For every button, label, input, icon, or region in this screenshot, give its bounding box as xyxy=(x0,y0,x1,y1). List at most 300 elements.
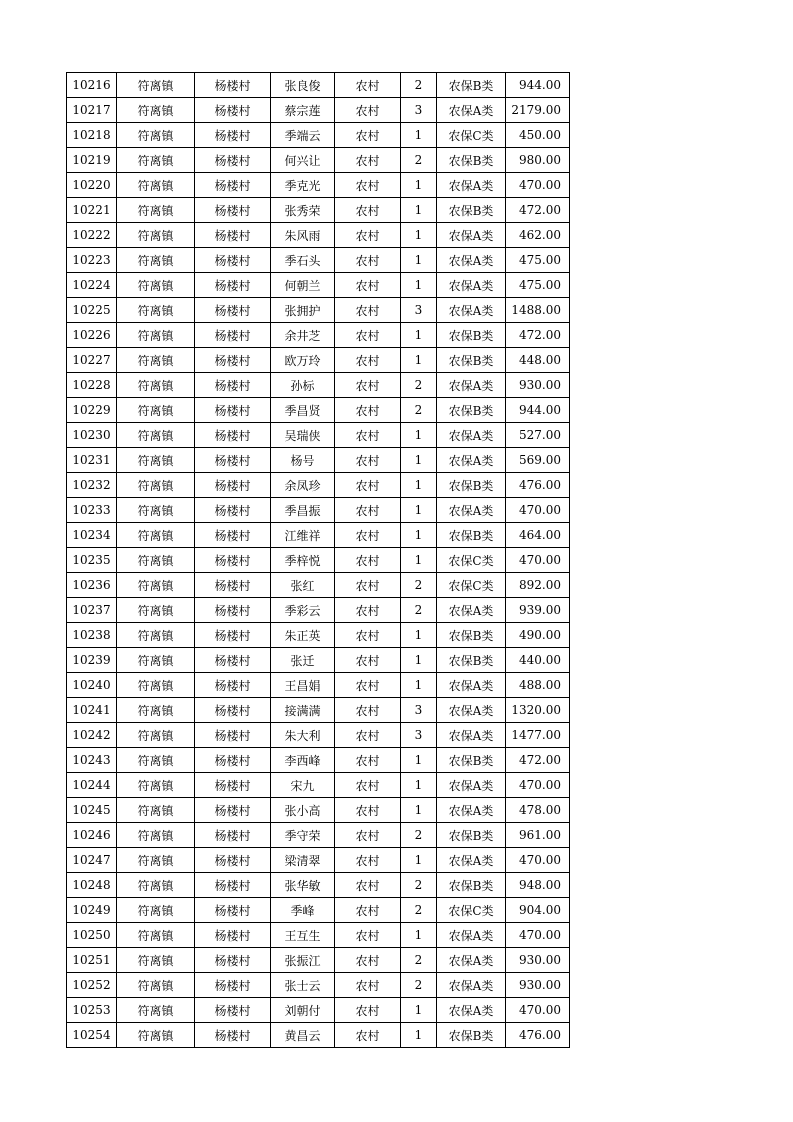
id-cell: 10240 xyxy=(67,673,117,698)
name-cell: 季梓悦 xyxy=(271,548,335,573)
count-cell: 2 xyxy=(401,948,437,973)
town-cell: 符离镇 xyxy=(117,148,195,173)
type-cell: 农村 xyxy=(335,923,401,948)
amount-cell: 930.00 xyxy=(506,373,570,398)
name-cell: 蔡宗莲 xyxy=(271,98,335,123)
count-cell: 1 xyxy=(401,623,437,648)
name-cell: 接满满 xyxy=(271,698,335,723)
village-cell: 杨楼村 xyxy=(195,1023,271,1048)
town-cell: 符离镇 xyxy=(117,348,195,373)
type-cell: 农村 xyxy=(335,148,401,173)
category-cell: 农保A类 xyxy=(437,973,506,998)
type-cell: 农村 xyxy=(335,473,401,498)
name-cell: 王昌娟 xyxy=(271,673,335,698)
count-cell: 1 xyxy=(401,348,437,373)
count-cell: 1 xyxy=(401,198,437,223)
town-cell: 符离镇 xyxy=(117,523,195,548)
amount-cell: 476.00 xyxy=(506,473,570,498)
amount-cell: 478.00 xyxy=(506,798,570,823)
town-cell: 符离镇 xyxy=(117,998,195,1023)
id-cell: 10253 xyxy=(67,998,117,1023)
id-cell: 10226 xyxy=(67,323,117,348)
table-row xyxy=(67,448,570,473)
village-cell: 杨楼村 xyxy=(195,598,271,623)
category-cell: 农保B类 xyxy=(437,523,506,548)
village-cell: 杨楼村 xyxy=(195,723,271,748)
table-row xyxy=(67,573,570,598)
count-cell: 2 xyxy=(401,898,437,923)
town-cell: 符离镇 xyxy=(117,123,195,148)
table-row xyxy=(67,823,570,848)
category-cell: 农保B类 xyxy=(437,748,506,773)
name-cell: 梁清翠 xyxy=(271,848,335,873)
amount-cell: 892.00 xyxy=(506,573,570,598)
table-row xyxy=(67,873,570,898)
type-cell: 农村 xyxy=(335,123,401,148)
count-cell: 1 xyxy=(401,998,437,1023)
town-cell: 符离镇 xyxy=(117,848,195,873)
id-cell: 10236 xyxy=(67,573,117,598)
name-cell: 张良俊 xyxy=(271,73,335,98)
table-row xyxy=(67,173,570,198)
category-cell: 农保C类 xyxy=(437,573,506,598)
id-cell: 10245 xyxy=(67,798,117,823)
town-cell: 符离镇 xyxy=(117,323,195,348)
table-body xyxy=(67,73,570,1048)
type-cell: 农村 xyxy=(335,448,401,473)
type-cell: 农村 xyxy=(335,198,401,223)
amount-cell: 470.00 xyxy=(506,773,570,798)
name-cell: 何兴让 xyxy=(271,148,335,173)
id-cell: 10222 xyxy=(67,223,117,248)
count-cell: 2 xyxy=(401,73,437,98)
name-cell: 张小高 xyxy=(271,798,335,823)
id-cell: 10216 xyxy=(67,73,117,98)
id-cell: 10234 xyxy=(67,523,117,548)
table-row xyxy=(67,298,570,323)
town-cell: 符离镇 xyxy=(117,698,195,723)
village-cell: 杨楼村 xyxy=(195,448,271,473)
village-cell: 杨楼村 xyxy=(195,423,271,448)
type-cell: 农村 xyxy=(335,348,401,373)
category-cell: 农保B类 xyxy=(437,198,506,223)
name-cell: 黄昌云 xyxy=(271,1023,335,1048)
town-cell: 符离镇 xyxy=(117,823,195,848)
type-cell: 农村 xyxy=(335,973,401,998)
type-cell: 农村 xyxy=(335,248,401,273)
village-cell: 杨楼村 xyxy=(195,298,271,323)
type-cell: 农村 xyxy=(335,98,401,123)
town-cell: 符离镇 xyxy=(117,448,195,473)
count-cell: 3 xyxy=(401,298,437,323)
village-cell: 杨楼村 xyxy=(195,248,271,273)
name-cell: 季峰 xyxy=(271,898,335,923)
village-cell: 杨楼村 xyxy=(195,273,271,298)
category-cell: 农保A类 xyxy=(437,248,506,273)
count-cell: 3 xyxy=(401,723,437,748)
id-cell: 10247 xyxy=(67,848,117,873)
table-row xyxy=(67,948,570,973)
type-cell: 农村 xyxy=(335,373,401,398)
name-cell: 余凤珍 xyxy=(271,473,335,498)
amount-cell: 1320.00 xyxy=(506,698,570,723)
count-cell: 2 xyxy=(401,398,437,423)
village-cell: 杨楼村 xyxy=(195,873,271,898)
category-cell: 农保B类 xyxy=(437,348,506,373)
category-cell: 农保A类 xyxy=(437,773,506,798)
name-cell: 何朝兰 xyxy=(271,273,335,298)
count-cell: 3 xyxy=(401,98,437,123)
id-cell: 10241 xyxy=(67,698,117,723)
count-cell: 2 xyxy=(401,598,437,623)
name-cell: 刘朝付 xyxy=(271,998,335,1023)
amount-cell: 1488.00 xyxy=(506,298,570,323)
amount-cell: 475.00 xyxy=(506,248,570,273)
village-cell: 杨楼村 xyxy=(195,223,271,248)
name-cell: 吴瑞侠 xyxy=(271,423,335,448)
name-cell: 季石头 xyxy=(271,248,335,273)
name-cell: 张秀荣 xyxy=(271,198,335,223)
type-cell: 农村 xyxy=(335,648,401,673)
id-cell: 10228 xyxy=(67,373,117,398)
table-row xyxy=(67,548,570,573)
category-cell: 农保A类 xyxy=(437,298,506,323)
village-cell: 杨楼村 xyxy=(195,898,271,923)
town-cell: 符离镇 xyxy=(117,1023,195,1048)
table-row xyxy=(67,123,570,148)
town-cell: 符离镇 xyxy=(117,248,195,273)
type-cell: 农村 xyxy=(335,273,401,298)
category-cell: 农保B类 xyxy=(437,73,506,98)
town-cell: 符离镇 xyxy=(117,498,195,523)
id-cell: 10220 xyxy=(67,173,117,198)
type-cell: 农村 xyxy=(335,948,401,973)
amount-cell: 470.00 xyxy=(506,173,570,198)
village-cell: 杨楼村 xyxy=(195,948,271,973)
amount-cell: 470.00 xyxy=(506,498,570,523)
amount-cell: 980.00 xyxy=(506,148,570,173)
village-cell: 杨楼村 xyxy=(195,398,271,423)
table-row xyxy=(67,698,570,723)
village-cell: 杨楼村 xyxy=(195,98,271,123)
town-cell: 符离镇 xyxy=(117,398,195,423)
amount-cell: 944.00 xyxy=(506,73,570,98)
count-cell: 1 xyxy=(401,173,437,198)
amount-cell: 470.00 xyxy=(506,923,570,948)
name-cell: 季克光 xyxy=(271,173,335,198)
name-cell: 王互生 xyxy=(271,923,335,948)
data-table xyxy=(66,72,570,1048)
table-row xyxy=(67,748,570,773)
type-cell: 农村 xyxy=(335,523,401,548)
village-cell: 杨楼村 xyxy=(195,798,271,823)
name-cell: 季守荣 xyxy=(271,823,335,848)
table-row xyxy=(67,223,570,248)
type-cell: 农村 xyxy=(335,498,401,523)
village-cell: 杨楼村 xyxy=(195,748,271,773)
amount-cell: 930.00 xyxy=(506,948,570,973)
id-cell: 10242 xyxy=(67,723,117,748)
amount-cell: 948.00 xyxy=(506,873,570,898)
village-cell: 杨楼村 xyxy=(195,198,271,223)
type-cell: 农村 xyxy=(335,898,401,923)
category-cell: 农保A类 xyxy=(437,98,506,123)
id-cell: 10233 xyxy=(67,498,117,523)
amount-cell: 448.00 xyxy=(506,348,570,373)
category-cell: 农保B类 xyxy=(437,148,506,173)
category-cell: 农保A类 xyxy=(437,223,506,248)
town-cell: 符离镇 xyxy=(117,898,195,923)
amount-cell: 904.00 xyxy=(506,898,570,923)
village-cell: 杨楼村 xyxy=(195,973,271,998)
town-cell: 符离镇 xyxy=(117,573,195,598)
town-cell: 符离镇 xyxy=(117,198,195,223)
table-row xyxy=(67,923,570,948)
id-cell: 10254 xyxy=(67,1023,117,1048)
town-cell: 符离镇 xyxy=(117,948,195,973)
count-cell: 1 xyxy=(401,123,437,148)
category-cell: 农保B类 xyxy=(437,873,506,898)
name-cell: 朱风雨 xyxy=(271,223,335,248)
id-cell: 10243 xyxy=(67,748,117,773)
amount-cell: 470.00 xyxy=(506,848,570,873)
table-row xyxy=(67,273,570,298)
count-cell: 1 xyxy=(401,748,437,773)
category-cell: 农保A类 xyxy=(437,723,506,748)
category-cell: 农保A类 xyxy=(437,498,506,523)
category-cell: 农保B类 xyxy=(437,648,506,673)
type-cell: 农村 xyxy=(335,423,401,448)
town-cell: 符离镇 xyxy=(117,773,195,798)
table-row xyxy=(67,673,570,698)
village-cell: 杨楼村 xyxy=(195,548,271,573)
table-row xyxy=(67,723,570,748)
count-cell: 1 xyxy=(401,248,437,273)
id-cell: 10232 xyxy=(67,473,117,498)
name-cell: 朱正英 xyxy=(271,623,335,648)
type-cell: 农村 xyxy=(335,298,401,323)
table-row xyxy=(67,598,570,623)
type-cell: 农村 xyxy=(335,998,401,1023)
category-cell: 农保B类 xyxy=(437,473,506,498)
count-cell: 1 xyxy=(401,648,437,673)
id-cell: 10249 xyxy=(67,898,117,923)
amount-cell: 450.00 xyxy=(506,123,570,148)
town-cell: 符离镇 xyxy=(117,873,195,898)
count-cell: 2 xyxy=(401,573,437,598)
amount-cell: 944.00 xyxy=(506,398,570,423)
category-cell: 农保C类 xyxy=(437,123,506,148)
table-row xyxy=(67,98,570,123)
amount-cell: 930.00 xyxy=(506,973,570,998)
id-cell: 10248 xyxy=(67,873,117,898)
count-cell: 1 xyxy=(401,448,437,473)
id-cell: 10224 xyxy=(67,273,117,298)
amount-cell: 475.00 xyxy=(506,273,570,298)
amount-cell: 472.00 xyxy=(506,323,570,348)
town-cell: 符离镇 xyxy=(117,98,195,123)
amount-cell: 2179.00 xyxy=(506,98,570,123)
amount-cell: 462.00 xyxy=(506,223,570,248)
count-cell: 1 xyxy=(401,423,437,448)
village-cell: 杨楼村 xyxy=(195,173,271,198)
type-cell: 农村 xyxy=(335,698,401,723)
amount-cell: 464.00 xyxy=(506,523,570,548)
village-cell: 杨楼村 xyxy=(195,998,271,1023)
table-row xyxy=(67,1023,570,1048)
id-cell: 10231 xyxy=(67,448,117,473)
id-cell: 10246 xyxy=(67,823,117,848)
table-row xyxy=(67,648,570,673)
name-cell: 孙标 xyxy=(271,373,335,398)
type-cell: 农村 xyxy=(335,748,401,773)
village-cell: 杨楼村 xyxy=(195,348,271,373)
type-cell: 农村 xyxy=(335,773,401,798)
table-row xyxy=(67,423,570,448)
name-cell: 宋九 xyxy=(271,773,335,798)
category-cell: 农保A类 xyxy=(437,373,506,398)
id-cell: 10217 xyxy=(67,98,117,123)
town-cell: 符离镇 xyxy=(117,973,195,998)
table-row xyxy=(67,148,570,173)
village-cell: 杨楼村 xyxy=(195,573,271,598)
type-cell: 农村 xyxy=(335,73,401,98)
category-cell: 农保A类 xyxy=(437,423,506,448)
id-cell: 10250 xyxy=(67,923,117,948)
count-cell: 1 xyxy=(401,673,437,698)
town-cell: 符离镇 xyxy=(117,723,195,748)
village-cell: 杨楼村 xyxy=(195,823,271,848)
id-cell: 10238 xyxy=(67,623,117,648)
category-cell: 农保B类 xyxy=(437,323,506,348)
count-cell: 1 xyxy=(401,498,437,523)
table-row xyxy=(67,898,570,923)
type-cell: 农村 xyxy=(335,323,401,348)
table-row xyxy=(67,498,570,523)
id-cell: 10218 xyxy=(67,123,117,148)
table-row xyxy=(67,973,570,998)
town-cell: 符离镇 xyxy=(117,373,195,398)
table-row xyxy=(67,473,570,498)
type-cell: 农村 xyxy=(335,573,401,598)
name-cell: 季端云 xyxy=(271,123,335,148)
count-cell: 1 xyxy=(401,273,437,298)
id-cell: 10227 xyxy=(67,348,117,373)
type-cell: 农村 xyxy=(335,873,401,898)
count-cell: 2 xyxy=(401,873,437,898)
name-cell: 张士云 xyxy=(271,973,335,998)
table-row xyxy=(67,248,570,273)
name-cell: 季彩云 xyxy=(271,598,335,623)
village-cell: 杨楼村 xyxy=(195,523,271,548)
table-row xyxy=(67,623,570,648)
category-cell: 农保B类 xyxy=(437,398,506,423)
town-cell: 符离镇 xyxy=(117,423,195,448)
village-cell: 杨楼村 xyxy=(195,623,271,648)
amount-cell: 527.00 xyxy=(506,423,570,448)
table-row xyxy=(67,73,570,98)
name-cell: 江维祥 xyxy=(271,523,335,548)
table-row xyxy=(67,848,570,873)
category-cell: 农保A类 xyxy=(437,448,506,473)
count-cell: 1 xyxy=(401,548,437,573)
type-cell: 农村 xyxy=(335,848,401,873)
id-cell: 10244 xyxy=(67,773,117,798)
id-cell: 10219 xyxy=(67,148,117,173)
count-cell: 2 xyxy=(401,823,437,848)
category-cell: 农保A类 xyxy=(437,798,506,823)
table-row xyxy=(67,198,570,223)
name-cell: 张振江 xyxy=(271,948,335,973)
id-cell: 10237 xyxy=(67,598,117,623)
village-cell: 杨楼村 xyxy=(195,473,271,498)
name-cell: 朱大利 xyxy=(271,723,335,748)
village-cell: 杨楼村 xyxy=(195,673,271,698)
count-cell: 3 xyxy=(401,698,437,723)
town-cell: 符离镇 xyxy=(117,298,195,323)
type-cell: 农村 xyxy=(335,723,401,748)
category-cell: 农保C类 xyxy=(437,898,506,923)
amount-cell: 470.00 xyxy=(506,998,570,1023)
name-cell: 杨号 xyxy=(271,448,335,473)
category-cell: 农保A类 xyxy=(437,948,506,973)
amount-cell: 476.00 xyxy=(506,1023,570,1048)
count-cell: 2 xyxy=(401,373,437,398)
town-cell: 符离镇 xyxy=(117,798,195,823)
town-cell: 符离镇 xyxy=(117,173,195,198)
table-row xyxy=(67,323,570,348)
category-cell: 农保A类 xyxy=(437,173,506,198)
count-cell: 1 xyxy=(401,798,437,823)
name-cell: 张迁 xyxy=(271,648,335,673)
village-cell: 杨楼村 xyxy=(195,73,271,98)
name-cell: 李西峰 xyxy=(271,748,335,773)
id-cell: 10230 xyxy=(67,423,117,448)
table-row xyxy=(67,523,570,548)
id-cell: 10221 xyxy=(67,198,117,223)
category-cell: 农保A类 xyxy=(437,998,506,1023)
name-cell: 季昌贤 xyxy=(271,398,335,423)
village-cell: 杨楼村 xyxy=(195,648,271,673)
town-cell: 符离镇 xyxy=(117,623,195,648)
count-cell: 2 xyxy=(401,973,437,998)
category-cell: 农保B类 xyxy=(437,823,506,848)
category-cell: 农保A类 xyxy=(437,848,506,873)
town-cell: 符离镇 xyxy=(117,673,195,698)
amount-cell: 490.00 xyxy=(506,623,570,648)
category-cell: 农保A类 xyxy=(437,673,506,698)
count-cell: 1 xyxy=(401,223,437,248)
town-cell: 符离镇 xyxy=(117,73,195,98)
type-cell: 农村 xyxy=(335,398,401,423)
count-cell: 1 xyxy=(401,1023,437,1048)
table-row xyxy=(67,348,570,373)
count-cell: 1 xyxy=(401,473,437,498)
count-cell: 1 xyxy=(401,773,437,798)
village-cell: 杨楼村 xyxy=(195,148,271,173)
type-cell: 农村 xyxy=(335,548,401,573)
amount-cell: 472.00 xyxy=(506,748,570,773)
town-cell: 符离镇 xyxy=(117,923,195,948)
name-cell: 余井芝 xyxy=(271,323,335,348)
amount-cell: 472.00 xyxy=(506,198,570,223)
amount-cell: 961.00 xyxy=(506,823,570,848)
id-cell: 10223 xyxy=(67,248,117,273)
village-cell: 杨楼村 xyxy=(195,123,271,148)
type-cell: 农村 xyxy=(335,623,401,648)
id-cell: 10252 xyxy=(67,973,117,998)
category-cell: 农保B类 xyxy=(437,1023,506,1048)
